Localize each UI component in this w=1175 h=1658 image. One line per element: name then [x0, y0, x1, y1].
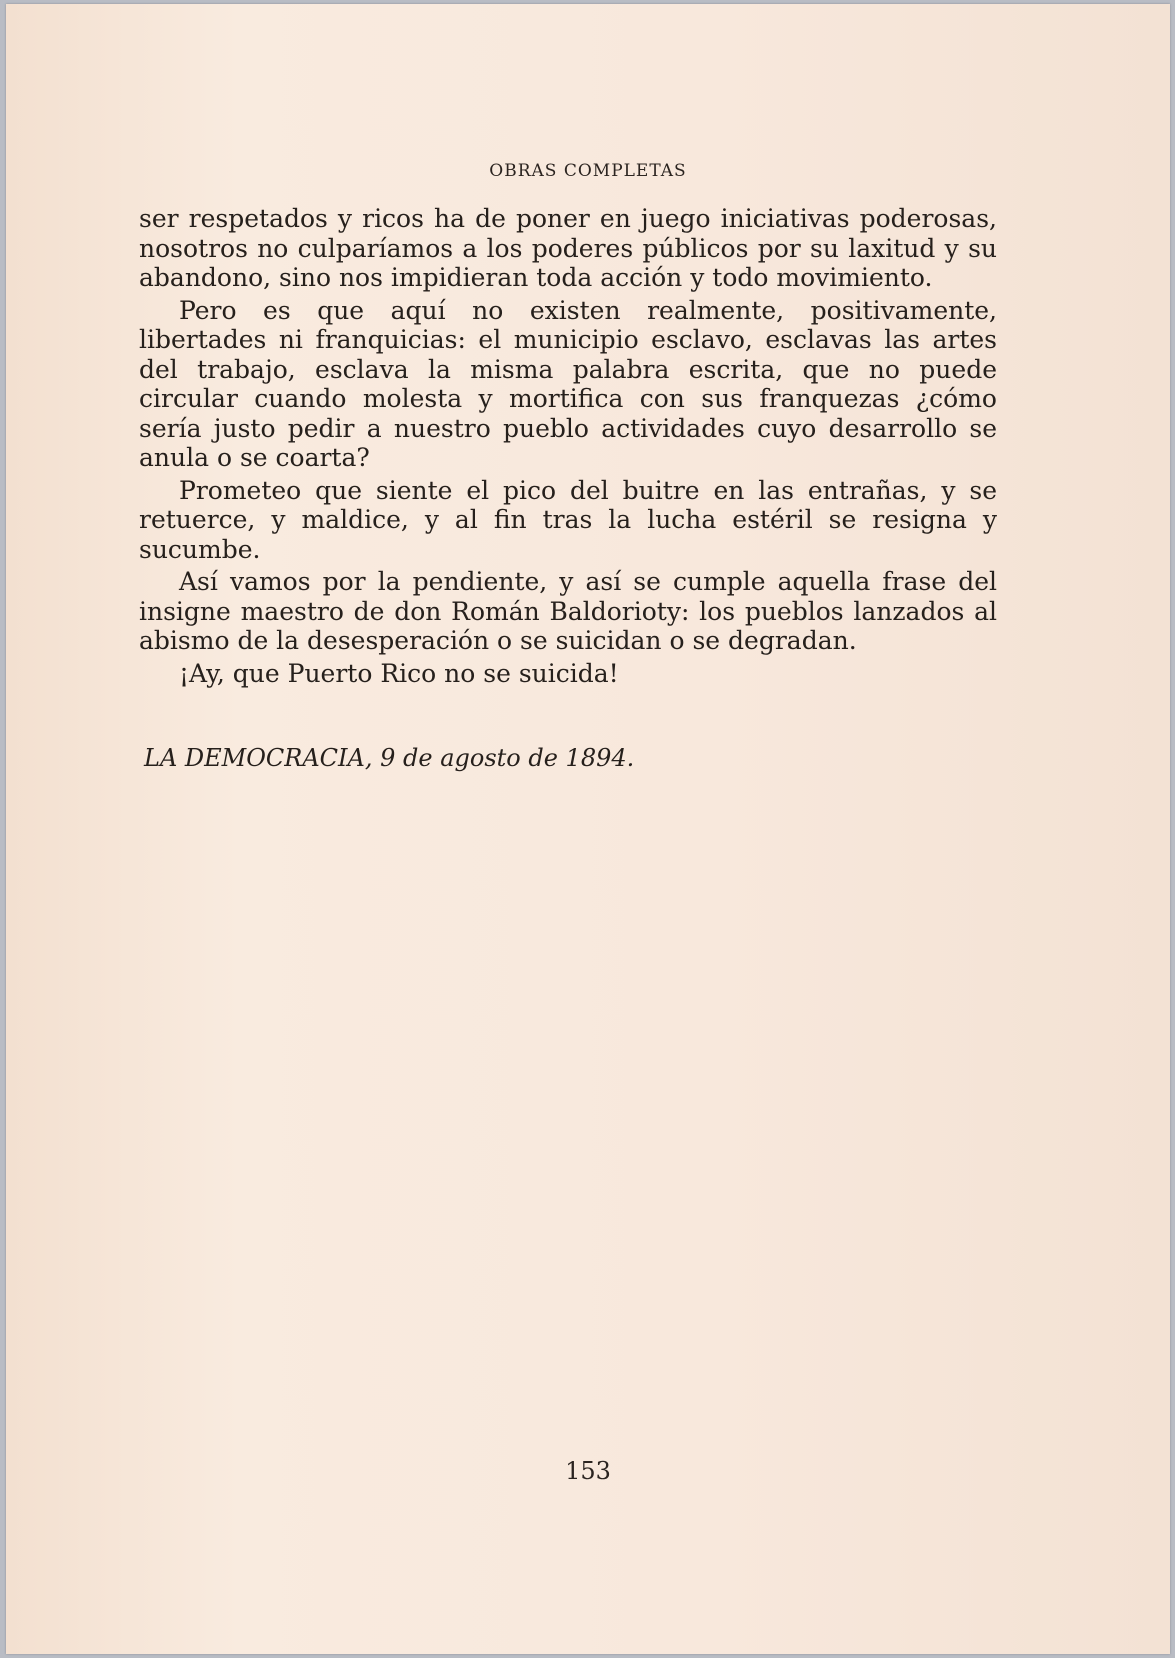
paragraph-4: Así vamos por la pendiente, y así se cumple aquella frase del insigne maestro de don Román Baldorioty: los pueblos lanzados al abismo de la desesperación o se suicidan o se degradan.	[139, 567, 997, 655]
paragraph-1: ser respetados y ricos ha de poner en juego iniciativas poderosas, nosotros no culparíamos a los poderes públicos por su laxitud y su abandono, sino nos impidieran toda acción y todo movimiento.	[139, 204, 997, 292]
body-text	[139, 204, 997, 691]
book-page	[6, 4, 1170, 1654]
paragraph-3: Prometeo que siente el pico del buitre en las entrañas, y se retuerce, y maldice, y al fin tras la lucha estéril se resigna y sucumbe.	[139, 475, 997, 564]
running-title: OBRAS COMPLETAS	[489, 161, 687, 181]
page-number: 153	[565, 1457, 611, 1485]
paragraph-2: Pero es que aquí no existen realmente, positivamente, libertades ni franquicias: el municipio esclavo, esclavas las artes del trabajo, esclava la misma palabra escrita, que no puede circular cuando molesta y mortifica con sus franquezas ¿cómo sería justo pedir a nuestro pueblo actividades cuyo desarrollo se anula o se coarta?	[139, 295, 997, 472]
source-citation: LA DEMOCRACIA, 9 de agosto de 1894.	[144, 744, 635, 772]
paragraph-5: ¡Ay, que Puerto Rico no se suicida!	[179, 658, 619, 688]
